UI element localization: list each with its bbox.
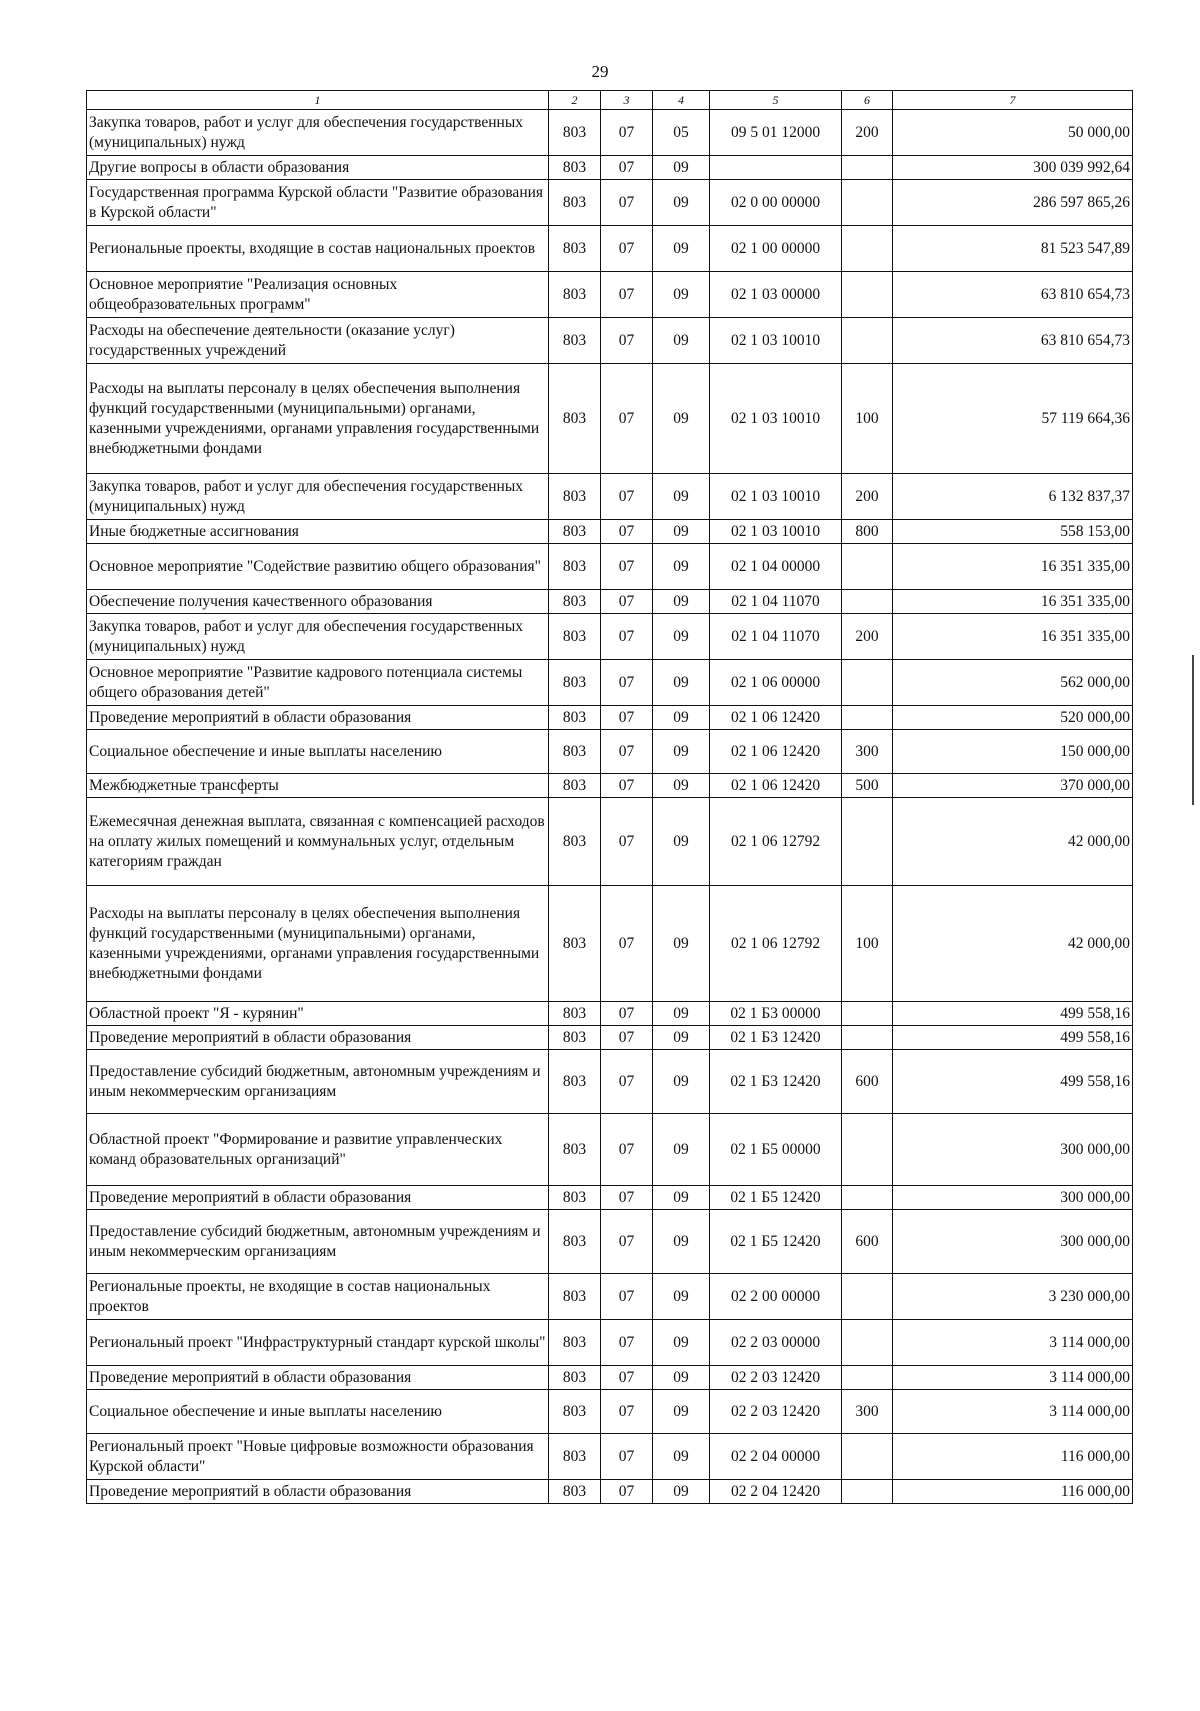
section-code: 07 <box>601 1274 653 1320</box>
admin-code: 803 <box>549 774 601 798</box>
target-article-code: 02 0 00 00000 <box>710 180 842 226</box>
admin-code: 803 <box>549 1002 601 1026</box>
section-code: 07 <box>601 180 653 226</box>
expense-type-code <box>842 1114 893 1186</box>
target-article-code: 02 2 03 12420 <box>710 1366 842 1390</box>
admin-code: 803 <box>549 1114 601 1186</box>
row-name: Расходы на выплаты персоналу в целях обеспечения выполнения функций государственными (муниципальными) органами, казенными учреждениями, органами управления государственными внебюджетными фондами <box>87 886 549 1002</box>
row-name: Основное мероприятие "Содействие развитию общего образования" <box>87 544 549 590</box>
amount: 116 000,00 <box>893 1434 1133 1480</box>
section-code: 07 <box>601 1366 653 1390</box>
target-article-code: 02 1 04 11070 <box>710 614 842 660</box>
amount: 499 558,16 <box>893 1002 1133 1026</box>
amount: 558 153,00 <box>893 520 1133 544</box>
admin-code: 803 <box>549 1050 601 1114</box>
admin-code: 803 <box>549 1366 601 1390</box>
subsection-code: 09 <box>653 520 710 544</box>
table-row <box>87 318 1133 364</box>
target-article-code: 02 1 06 12792 <box>710 798 842 886</box>
subsection-code: 09 <box>653 706 710 730</box>
target-article-code <box>710 156 842 180</box>
subsection-code: 09 <box>653 226 710 272</box>
expense-type-code <box>842 1186 893 1210</box>
row-name: Расходы на обеспечение деятельности (оказание услуг) государственных учреждений <box>87 318 549 364</box>
row-name: Основное мероприятие "Развитие кадрового потенциала системы общего образования детей" <box>87 660 549 706</box>
table-row <box>87 272 1133 318</box>
amount: 499 558,16 <box>893 1050 1133 1114</box>
section-code: 07 <box>601 110 653 156</box>
target-article-code: 02 2 04 00000 <box>710 1434 842 1480</box>
section-code: 07 <box>601 1186 653 1210</box>
row-name: Расходы на выплаты персоналу в целях обеспечения выполнения функций государственными (муниципальными) органами, казенными учреждениями, органами управления государственными внебюджетными фондами <box>87 364 549 474</box>
row-name: Региональный проект "Новые цифровые возможности образования Курской области" <box>87 1434 549 1480</box>
subsection-code: 09 <box>653 1390 710 1434</box>
amount: 16 351 335,00 <box>893 544 1133 590</box>
expense-type-code: 600 <box>842 1050 893 1114</box>
expense-type-code <box>842 1320 893 1366</box>
expense-type-code <box>842 1434 893 1480</box>
subsection-code: 09 <box>653 774 710 798</box>
table-row <box>87 156 1133 180</box>
table-row <box>87 730 1133 774</box>
row-name: Проведение мероприятий в области образования <box>87 1186 549 1210</box>
target-article-code: 02 1 00 00000 <box>710 226 842 272</box>
table-row <box>87 1002 1133 1026</box>
amount: 520 000,00 <box>893 706 1133 730</box>
subsection-code: 09 <box>653 730 710 774</box>
admin-code: 803 <box>549 1210 601 1274</box>
section-code: 07 <box>601 1434 653 1480</box>
budget-table <box>86 90 1133 1504</box>
admin-code: 803 <box>549 730 601 774</box>
column-number: 3 <box>601 91 653 110</box>
subsection-code: 09 <box>653 1210 710 1274</box>
admin-code: 803 <box>549 156 601 180</box>
amount: 300 000,00 <box>893 1114 1133 1186</box>
subsection-code: 09 <box>653 1026 710 1050</box>
subsection-code: 09 <box>653 614 710 660</box>
amount: 3 114 000,00 <box>893 1366 1133 1390</box>
table-row <box>87 1434 1133 1480</box>
table-row <box>87 706 1133 730</box>
subsection-code: 09 <box>653 660 710 706</box>
target-article-code: 02 1 03 10010 <box>710 474 842 520</box>
section-code: 07 <box>601 660 653 706</box>
target-article-code: 09 5 01 12000 <box>710 110 842 156</box>
amount: 116 000,00 <box>893 1480 1133 1504</box>
amount: 50 000,00 <box>893 110 1133 156</box>
table-row <box>87 474 1133 520</box>
expense-type-code <box>842 1274 893 1320</box>
section-code: 07 <box>601 774 653 798</box>
table-row <box>87 1366 1133 1390</box>
section-code: 07 <box>601 614 653 660</box>
row-name: Предоставление субсидий бюджетным, автономным учреждениям и иным некоммерческим организациям <box>87 1050 549 1114</box>
target-article-code: 02 1 Б5 12420 <box>710 1186 842 1210</box>
expense-type-code <box>842 706 893 730</box>
admin-code: 803 <box>549 706 601 730</box>
target-article-code: 02 1 06 12792 <box>710 886 842 1002</box>
amount: 499 558,16 <box>893 1026 1133 1050</box>
table-row <box>87 1050 1133 1114</box>
row-name: Проведение мероприятий в области образования <box>87 1480 549 1504</box>
expense-type-code <box>842 272 893 318</box>
target-article-code: 02 1 06 12420 <box>710 706 842 730</box>
table-row <box>87 1114 1133 1186</box>
expense-type-code: 200 <box>842 614 893 660</box>
column-number: 2 <box>549 91 601 110</box>
target-article-code: 02 2 03 00000 <box>710 1320 842 1366</box>
row-name: Ежемесячная денежная выплата, связанная с компенсацией расходов на оплату жилых помещений и коммунальных услуг, отдельным категориям граждан <box>87 798 549 886</box>
expense-type-code <box>842 318 893 364</box>
subsection-code: 05 <box>653 110 710 156</box>
admin-code: 803 <box>549 614 601 660</box>
admin-code: 803 <box>549 110 601 156</box>
table-row <box>87 1390 1133 1434</box>
row-name: Государственная программа Курской области "Развитие образования в Курской области" <box>87 180 549 226</box>
expense-type-code: 200 <box>842 110 893 156</box>
row-name: Иные бюджетные ассигнования <box>87 520 549 544</box>
amount: 42 000,00 <box>893 798 1133 886</box>
amount: 286 597 865,26 <box>893 180 1133 226</box>
subsection-code: 09 <box>653 180 710 226</box>
amount: 300 000,00 <box>893 1186 1133 1210</box>
page-number: 29 <box>591 62 609 81</box>
section-code: 07 <box>601 1002 653 1026</box>
subsection-code: 09 <box>653 1480 710 1504</box>
table-row <box>87 660 1133 706</box>
table-row <box>87 1274 1133 1320</box>
amount: 16 351 335,00 <box>893 590 1133 614</box>
admin-code: 803 <box>549 886 601 1002</box>
section-code: 07 <box>601 1390 653 1434</box>
row-name: Социальное обеспечение и иные выплаты населению <box>87 730 549 774</box>
amount: 300 000,00 <box>893 1210 1133 1274</box>
table-row <box>87 798 1133 886</box>
table-row <box>87 886 1133 1002</box>
admin-code: 803 <box>549 1186 601 1210</box>
expense-type-code <box>842 660 893 706</box>
section-code: 07 <box>601 706 653 730</box>
section-code: 07 <box>601 226 653 272</box>
section-code: 07 <box>601 474 653 520</box>
subsection-code: 09 <box>653 1434 710 1480</box>
amount: 370 000,00 <box>893 774 1133 798</box>
expense-type-code: 300 <box>842 730 893 774</box>
subsection-code: 09 <box>653 1186 710 1210</box>
row-name: Закупка товаров, работ и услуг для обеспечения государственных (муниципальных) нужд <box>87 614 549 660</box>
expense-type-code <box>842 1026 893 1050</box>
row-name: Областной проект "Я - курянин" <box>87 1002 549 1026</box>
amount: 3 114 000,00 <box>893 1390 1133 1434</box>
column-number: 7 <box>893 91 1133 110</box>
admin-code: 803 <box>549 660 601 706</box>
amount: 63 810 654,73 <box>893 318 1133 364</box>
target-article-code: 02 1 03 10010 <box>710 318 842 364</box>
section-code: 07 <box>601 364 653 474</box>
target-article-code: 02 1 Б3 12420 <box>710 1026 842 1050</box>
table-row <box>87 110 1133 156</box>
expense-type-code <box>842 798 893 886</box>
row-name: Региональный проект "Инфраструктурный стандарт курской школы" <box>87 1320 549 1366</box>
row-name: Проведение мероприятий в области образования <box>87 1366 549 1390</box>
target-article-code: 02 1 03 10010 <box>710 520 842 544</box>
subsection-code: 09 <box>653 272 710 318</box>
target-article-code: 02 1 06 12420 <box>710 774 842 798</box>
table-row <box>87 364 1133 474</box>
table-row <box>87 614 1133 660</box>
row-name: Предоставление субсидий бюджетным, автономным учреждениям и иным некоммерческим организациям <box>87 1210 549 1274</box>
admin-code: 803 <box>549 1480 601 1504</box>
section-code: 07 <box>601 1320 653 1366</box>
table-body <box>87 110 1133 1504</box>
table-row <box>87 774 1133 798</box>
column-number: 6 <box>842 91 893 110</box>
row-name: Основное мероприятие "Реализация основных общеобразовательных программ" <box>87 272 549 318</box>
expense-type-code <box>842 544 893 590</box>
admin-code: 803 <box>549 318 601 364</box>
target-article-code: 02 1 Б3 00000 <box>710 1002 842 1026</box>
admin-code: 803 <box>549 798 601 886</box>
row-name: Межбюджетные трансферты <box>87 774 549 798</box>
amount: 63 810 654,73 <box>893 272 1133 318</box>
expense-type-code <box>842 590 893 614</box>
subsection-code: 09 <box>653 1366 710 1390</box>
target-article-code: 02 1 Б5 00000 <box>710 1114 842 1186</box>
admin-code: 803 <box>549 1274 601 1320</box>
target-article-code: 02 1 Б5 12420 <box>710 1210 842 1274</box>
subsection-code: 09 <box>653 886 710 1002</box>
target-article-code: 02 2 03 12420 <box>710 1390 842 1434</box>
row-name: Региональные проекты, входящие в состав национальных проектов <box>87 226 549 272</box>
section-code: 07 <box>601 730 653 774</box>
target-article-code: 02 1 04 11070 <box>710 590 842 614</box>
subsection-code: 09 <box>653 798 710 886</box>
admin-code: 803 <box>549 364 601 474</box>
section-code: 07 <box>601 318 653 364</box>
amount: 562 000,00 <box>893 660 1133 706</box>
amount: 57 119 664,36 <box>893 364 1133 474</box>
subsection-code: 09 <box>653 544 710 590</box>
subsection-code: 09 <box>653 318 710 364</box>
admin-code: 803 <box>549 474 601 520</box>
expense-type-code: 100 <box>842 886 893 1002</box>
row-name: Социальное обеспечение и иные выплаты населению <box>87 1390 549 1434</box>
column-number-row <box>87 91 1133 110</box>
table-row <box>87 1210 1133 1274</box>
expense-type-code <box>842 1002 893 1026</box>
section-code: 07 <box>601 1026 653 1050</box>
table-row <box>87 1186 1133 1210</box>
subsection-code: 09 <box>653 1320 710 1366</box>
section-code: 07 <box>601 798 653 886</box>
admin-code: 803 <box>549 590 601 614</box>
section-code: 07 <box>601 520 653 544</box>
row-name: Проведение мероприятий в области образования <box>87 706 549 730</box>
expense-type-code <box>842 156 893 180</box>
subsection-code: 09 <box>653 1114 710 1186</box>
target-article-code: 02 1 06 12420 <box>710 730 842 774</box>
column-number: 5 <box>710 91 842 110</box>
scan-edge-line <box>1192 655 1194 805</box>
row-name: Закупка товаров, работ и услуг для обеспечения государственных (муниципальных) нужд <box>87 110 549 156</box>
expense-type-code <box>842 226 893 272</box>
table-row <box>87 1320 1133 1366</box>
amount: 150 000,00 <box>893 730 1133 774</box>
amount: 3 230 000,00 <box>893 1274 1133 1320</box>
subsection-code: 09 <box>653 364 710 474</box>
table-row <box>87 520 1133 544</box>
section-code: 07 <box>601 1050 653 1114</box>
admin-code: 803 <box>549 1026 601 1050</box>
row-name: Другие вопросы в области образования <box>87 156 549 180</box>
section-code: 07 <box>601 886 653 1002</box>
expense-type-code: 100 <box>842 364 893 474</box>
admin-code: 803 <box>549 1390 601 1434</box>
target-article-code: 02 2 00 00000 <box>710 1274 842 1320</box>
column-number: 1 <box>87 91 549 110</box>
row-name: Проведение мероприятий в области образования <box>87 1026 549 1050</box>
expense-type-code <box>842 1480 893 1504</box>
target-article-code: 02 2 04 12420 <box>710 1480 842 1504</box>
section-code: 07 <box>601 156 653 180</box>
section-code: 07 <box>601 1114 653 1186</box>
admin-code: 803 <box>549 180 601 226</box>
subsection-code: 09 <box>653 156 710 180</box>
subsection-code: 09 <box>653 1274 710 1320</box>
table-row <box>87 590 1133 614</box>
amount: 42 000,00 <box>893 886 1133 1002</box>
table-row <box>87 1480 1133 1504</box>
expense-type-code: 600 <box>842 1210 893 1274</box>
expense-type-code <box>842 1366 893 1390</box>
admin-code: 803 <box>549 1320 601 1366</box>
table-row <box>87 226 1133 272</box>
target-article-code: 02 1 06 00000 <box>710 660 842 706</box>
subsection-code: 09 <box>653 1002 710 1026</box>
expense-type-code: 300 <box>842 1390 893 1434</box>
section-code: 07 <box>601 1210 653 1274</box>
row-name: Обеспечение получения качественного образования <box>87 590 549 614</box>
amount: 300 039 992,64 <box>893 156 1133 180</box>
expense-type-code: 500 <box>842 774 893 798</box>
amount: 16 351 335,00 <box>893 614 1133 660</box>
expense-type-code: 200 <box>842 474 893 520</box>
section-code: 07 <box>601 272 653 318</box>
target-article-code: 02 1 04 00000 <box>710 544 842 590</box>
admin-code: 803 <box>549 544 601 590</box>
section-code: 07 <box>601 1480 653 1504</box>
expense-type-code <box>842 180 893 226</box>
admin-code: 803 <box>549 520 601 544</box>
admin-code: 803 <box>549 1434 601 1480</box>
amount: 81 523 547,89 <box>893 226 1133 272</box>
subsection-code: 09 <box>653 590 710 614</box>
amount: 3 114 000,00 <box>893 1320 1133 1366</box>
table-row <box>87 544 1133 590</box>
admin-code: 803 <box>549 226 601 272</box>
row-name: Областной проект "Формирование и развитие управленческих команд образовательных организаций" <box>87 1114 549 1186</box>
section-code: 07 <box>601 544 653 590</box>
row-name: Региональные проекты, не входящие в состав национальных проектов <box>87 1274 549 1320</box>
admin-code: 803 <box>549 272 601 318</box>
table-row <box>87 1026 1133 1050</box>
amount: 6 132 837,37 <box>893 474 1133 520</box>
table-row <box>87 180 1133 226</box>
subsection-code: 09 <box>653 474 710 520</box>
target-article-code: 02 1 Б3 12420 <box>710 1050 842 1114</box>
target-article-code: 02 1 03 00000 <box>710 272 842 318</box>
row-name: Закупка товаров, работ и услуг для обеспечения государственных (муниципальных) нужд <box>87 474 549 520</box>
column-number: 4 <box>653 91 710 110</box>
subsection-code: 09 <box>653 1050 710 1114</box>
section-code: 07 <box>601 590 653 614</box>
target-article-code: 02 1 03 10010 <box>710 364 842 474</box>
expense-type-code: 800 <box>842 520 893 544</box>
